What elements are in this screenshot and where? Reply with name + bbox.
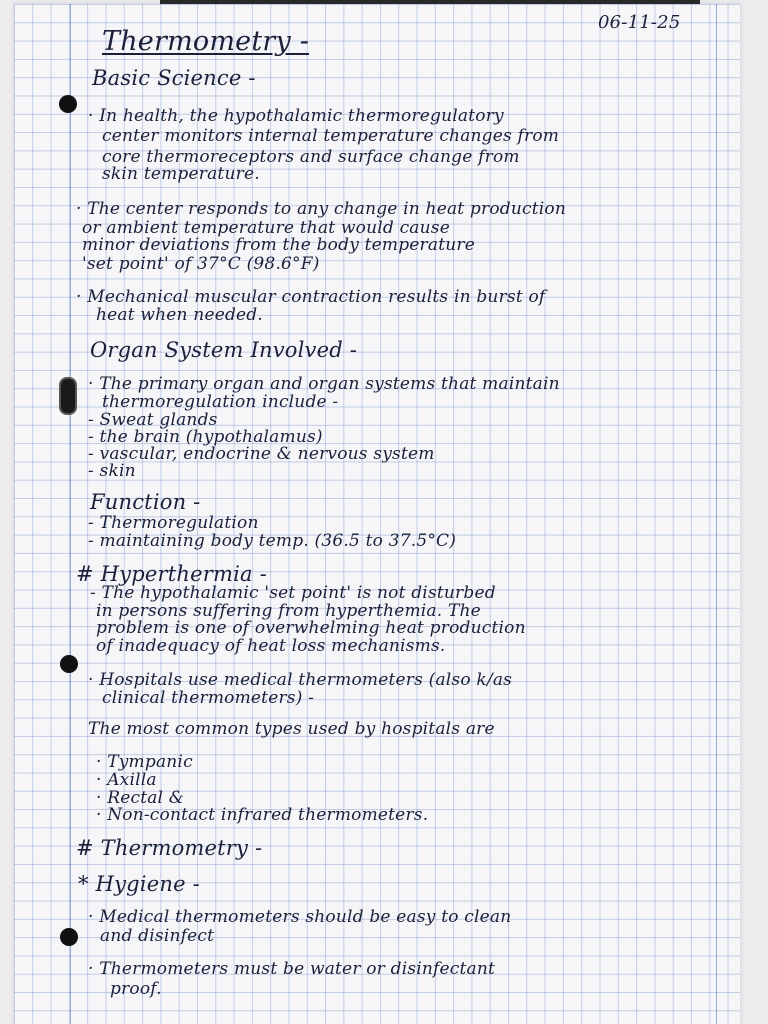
binder-hole-2 — [59, 377, 77, 415]
text-line: · Mechanical muscular contraction results in burst of — [76, 287, 546, 307]
list-item: - maintaining body temp. (36.5 to 37.5°C) — [88, 531, 457, 551]
section-heading-hygiene: * Hygiene - — [78, 872, 200, 896]
text-line: skin temperature. — [102, 164, 260, 184]
list-item: - the brain (hypothalamus) — [88, 427, 323, 447]
list-item: - Thermoregulation — [88, 513, 259, 533]
text-line: 'set point' of 37°C (98.6°F) — [82, 254, 320, 274]
binder-hole-3 — [60, 655, 78, 673]
left-margin-line — [70, 4, 71, 1024]
section-heading-basic-science: Basic Science - — [92, 66, 256, 90]
binder-hole-1 — [59, 95, 77, 113]
list-item: · Axilla — [96, 770, 157, 790]
text-line: thermoregulation include - — [102, 392, 339, 412]
text-line: core thermoreceptors and surface change from — [102, 147, 520, 167]
text-line: problem is one of overwhelming heat production — [96, 618, 526, 638]
text-line: minor deviations from the body temperature — [82, 235, 475, 255]
text-line: heat when needed. — [96, 305, 263, 325]
text-line: · The center responds to any change in heat production — [76, 199, 566, 219]
section-heading-thermometry: # Thermometry - — [76, 836, 263, 860]
text-line: · Medical thermometers should be easy to clean — [88, 907, 512, 927]
text-line: of inadequacy of heat loss mechanisms. — [96, 636, 446, 656]
page-date: 06-11-25 — [598, 12, 681, 33]
text-line: The most common types used by hospitals are — [88, 719, 495, 739]
text-line: · In health, the hypothalamic thermoregulatory — [88, 106, 504, 126]
text-line: in persons suffering from hyperthemia. The — [96, 601, 481, 621]
text-line: clinical thermometers) - — [102, 688, 315, 708]
text-line: - The hypothalamic 'set point' is not disturbed — [90, 583, 496, 603]
text-line: · The primary organ and organ systems that maintain — [88, 374, 560, 394]
list-item: · Rectal & — [96, 788, 185, 808]
text-line: center monitors internal temperature changes from — [102, 126, 560, 146]
text-line: · Hospitals use medical thermometers (also k/as — [88, 670, 513, 690]
list-item: - Sweat glands — [88, 410, 218, 430]
section-heading-hyperthermia: # Hyperthermia - — [76, 562, 267, 586]
list-item: · Non-contact infrared thermometers. — [96, 805, 429, 825]
right-margin-line — [716, 4, 717, 1024]
section-heading-function: Function - — [90, 490, 201, 514]
text-line: or ambient temperature that would cause — [82, 218, 450, 238]
text-line: and disinfect — [100, 926, 215, 946]
binder-hole-4 — [60, 928, 78, 946]
list-item: - skin — [88, 461, 136, 481]
page-title: Thermometry - — [102, 26, 310, 57]
text-line: · Thermometers must be water or disinfectant — [88, 959, 496, 979]
text-line: proof. — [110, 979, 162, 999]
list-item: - vascular, endocrine & nervous system — [88, 444, 435, 464]
list-item: · Tympanic — [96, 752, 193, 772]
section-heading-organ-system: Organ System Involved - — [90, 338, 358, 362]
